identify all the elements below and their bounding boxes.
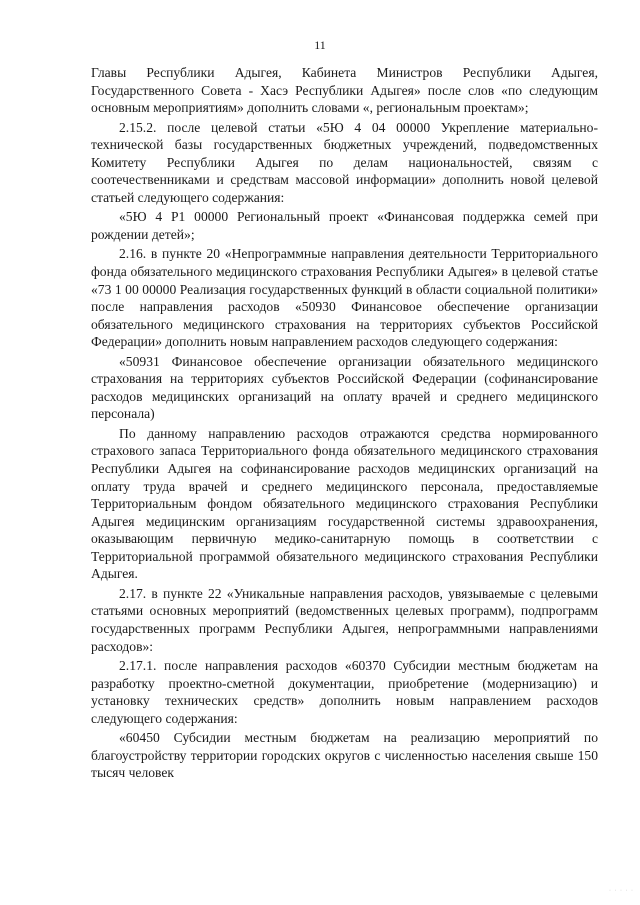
paragraph-continuation: Главы Республики Адыгея, Кабинета Министров Республики Адыгея, Государственного Совета - Хасэ Республики Адыгея» после слов «по следующим основным мероприятиям» дополнить словами «, региональным проектам»;	[91, 65, 598, 116]
paragraph-2-17-1: 2.17.1. после направления расходов «60370 Субсидии местным бюджетам на разработку проектно-сметной документации, приобретение (модернизацию) и установку технических средств» дополнить новым направлением расходов следующего содержания:	[91, 658, 598, 726]
paragraph-2-16: 2.16. в пункте 20 «Непрограммные направления деятельности Территориального фонда обязательного медицинского страхования Республики Адыгея» в целевой статье «73 1 00 00000 Реализация государственных функций в области социальной политики» после направления расходов «50930 Финансовое обеспечение организации обязательного медицинского страхования на территориях субъектов Российской Федерации» дополнить новым направлением расходов следующего содержания:	[91, 246, 598, 350]
paragraph-2-15-2: 2.15.2. после целевой статьи «5Ю 4 04 00000 Укрепление материально-технической базы государственных бюджетных учреждений, подведомственных Комитету Республики Адыгея по делам национальностей, связям с соотечественниками и средствам массовой информации» дополнить новой целевой статьей следующего содержания:	[91, 119, 598, 205]
document-body	[91, 64, 598, 782]
page-number: 11	[314, 38, 326, 52]
paragraph-50931: «50931 Финансовое обеспечение организации обязательного медицинского страхования на территориях субъектов Российской Федерации (софинансирование расходов медицинских организаций на оплату врачей и среднего медицинского персонала)	[91, 353, 598, 422]
paragraph-60450: «60450 Субсидии местным бюджетам на реализацию мероприятий по благоустройству территории городских округов с численностью населения свыше 150 тысяч человек	[91, 730, 598, 781]
paragraph-2-17: 2.17. в пункте 22 «Уникальные направления расходов, увязываемые с целевыми статьями основных мероприятий (ведомственных целевых программ), подпрограмм государственных программ Республики Адыгея, непрограммными направлениями расходов»:	[91, 585, 598, 654]
scan-mark: · · · · ·	[609, 888, 634, 894]
paragraph-expense-description: По данному направлению расходов отражаются средства нормированного страхового запаса Территориального фонда обязательного медицинского страхования Республики Адыгея на софинансирование расходов медицинских организаций на оплату труда врачей и среднего медицинского персонала, предоставляемые Территориальным фондом обязательного медицинского страхования Республики Адыгея медицинским организациям государственной системы здравоохранения, оказывающим первичную медико-санитарную помощь в соответствии с Территориальной программой обязательного медицинского страхования Республики Адыгея.	[91, 425, 598, 582]
paragraph-target-article: «5Ю 4 Р1 00000 Региональный проект «Финансовая поддержка семей при рождении детей»;	[91, 209, 598, 242]
